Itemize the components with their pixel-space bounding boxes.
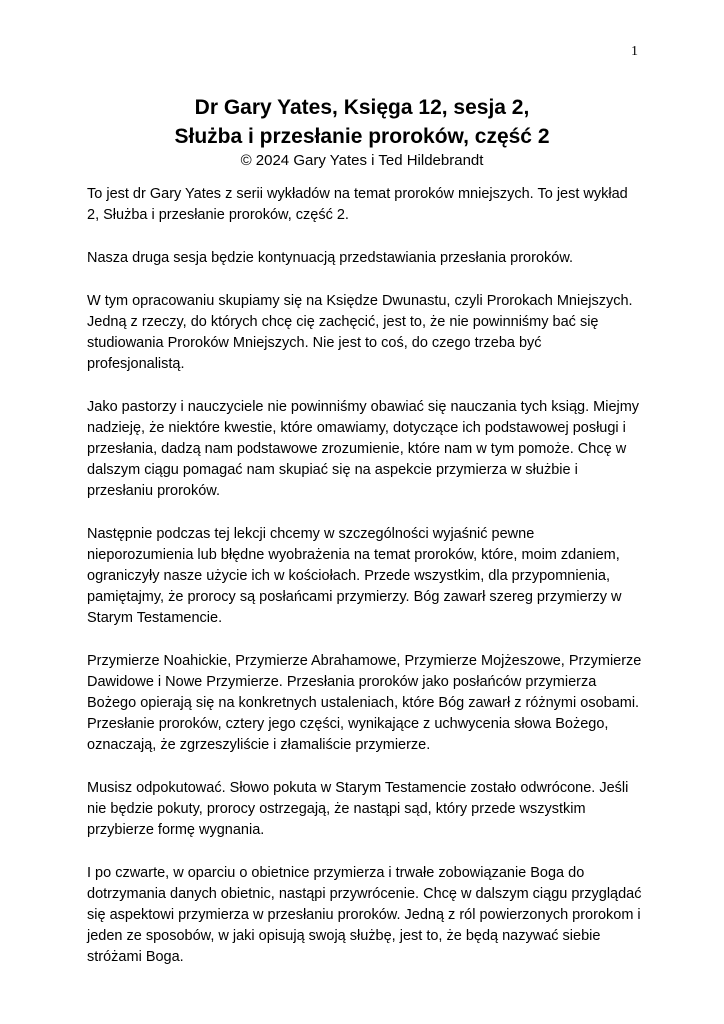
paragraph: To jest dr Gary Yates z serii wykładów na temat proroków mniejszych. To jest wykład 2, Służba i przesłanie proroków, część 2. (87, 186, 628, 223)
document-header (0, 93, 724, 171)
document-title (0, 93, 724, 151)
paragraph: Następnie podczas tej lekcji chcemy w szczególności wyjaśnić pewne nieporozumienia lub błędne wyobrażenia na temat proroków, które, moim zdaniem, ograniczyły nasze użycie ich w kościołach. Przede wszystkim, dla przypomnienia, pamiętajmy, że prorocy są posłańcami przymierzy. Bóg zawarł szereg przymierzy w Starym Testamencie. (87, 526, 622, 626)
paragraph: Musisz odpokutować. Słowo pokuta w Starym Testamencie zostało odwrócone. Jeśli nie będzie pokuty, prorocy ostrzegają, że nastąpi sąd, który przede wszystkim przybierze formę wygnania. (87, 780, 629, 838)
paragraph: I po czwarte, w oparciu o obietnice przymierza i trwałe zobowiązanie Boga do dotrzymania danych obietnic, nastąpi przywrócenie. Chcę w dalszym ciągu przyglądać się aspektowi przymierza w przesłaniu proroków. Jedną z ról powierzonych prorokom i jeden ze sposobów, w jaki opisują swoją służbę, jest to, że będą nazywać siebie stróżami Boga. (87, 865, 642, 965)
copyright-line: © 2024 Gary Yates i Ted Hildebrandt (240, 152, 484, 169)
title-line-1: Dr Gary Yates, Księga 12, sesja 2, (194, 96, 530, 119)
paragraph: Przymierze Noahickie, Przymierze Abrahamowe, Przymierze Mojżeszowe, Przymierze Dawidowe i Nowe Przymierze. Przesłania proroków jako posłańców przymierza Bożego opierają się na konkretnych ustaleniach, które Bóg zawarł z różnymi osobami. Przesłanie proroków, cztery jego części, wynikające z uchwycenia słowa Bożego, oznaczają, że zgrzeszyliście i złamaliście przymierze. (87, 653, 642, 753)
page-number: 1 (631, 44, 638, 59)
paragraph: Nasza druga sesja będzie kontynuacją przedstawiania przesłania proroków. (87, 250, 574, 266)
paragraph: Jako pastorzy i nauczyciele nie powinniśmy obawiać się nauczania tych ksiąg. Miejmy nadzieję, że niektóre kwestie, które omawiamy, dotyczące ich podstawowej posługi i przesłania, dadzą nam podstawowe zrozumienie, które nam w tym pomoże. Chcę w dalszym ciągu pomagać nam skupiać się na aspekcie przymierza w służbie i przesłaniu proroków. (87, 399, 640, 499)
title-line-2: Służba i przesłanie proroków, część 2 (174, 125, 550, 148)
document-body (87, 184, 642, 990)
paragraph: W tym opracowaniu skupiamy się na Księdze Dwunastu, czyli Prorokach Mniejszych. Jedną z rzeczy, do których chcę cię zachęcić, jest to, że nie powinniśmy bać się studiowania Proroków Mniejszych. Nie jest to coś, do czego trzeba być profesjonalistą. (87, 293, 633, 372)
